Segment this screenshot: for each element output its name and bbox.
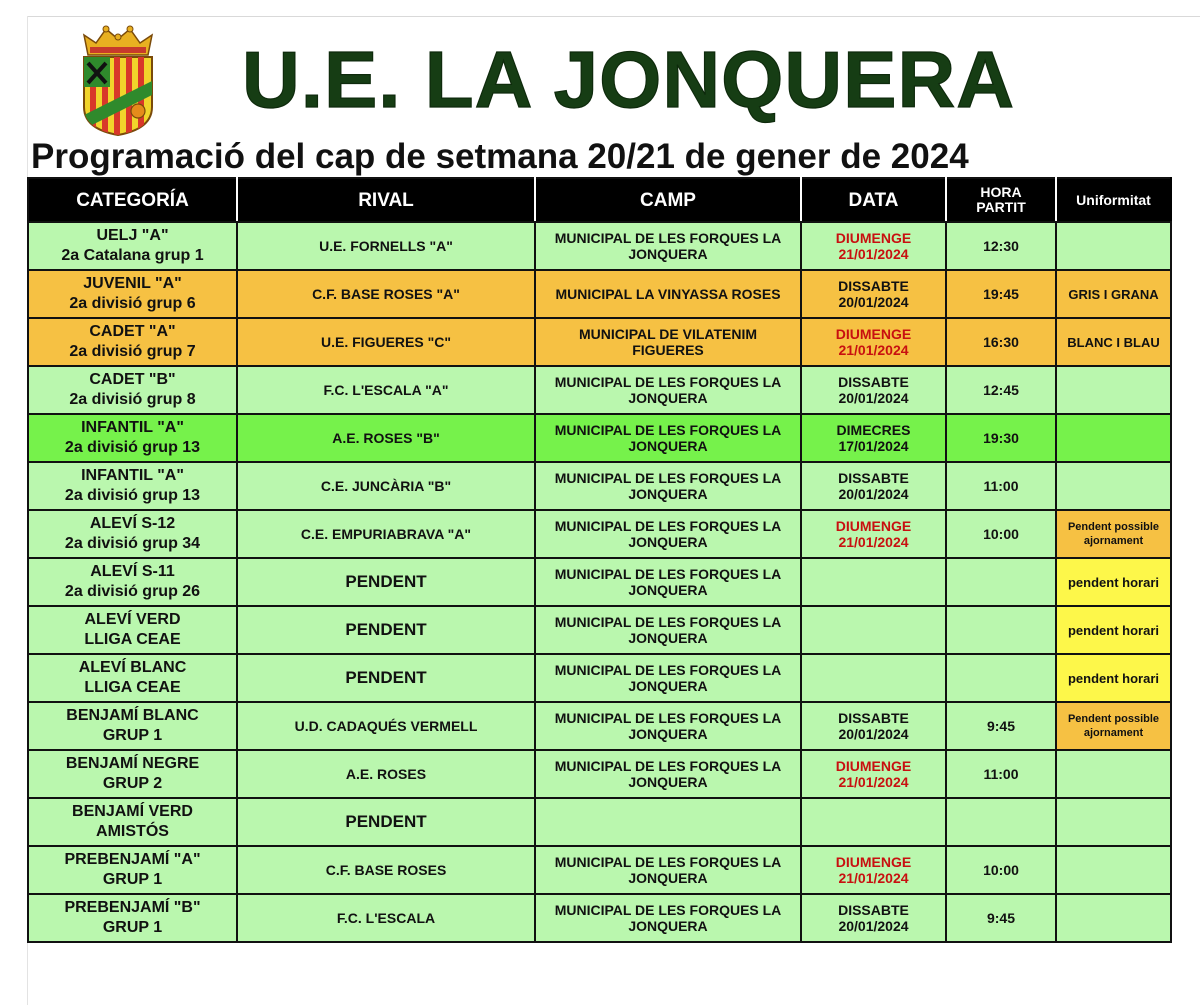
rival-cell: F.C. L'ESCALA [237,894,535,942]
table-row [28,366,1171,414]
camp-cell [535,654,801,702]
uniformitat-cell [1056,654,1171,702]
camp-line2: JONQUERA [628,246,708,262]
table-row [28,318,1171,366]
categoria-name: PREBENJAMÍ "B" [64,899,201,916]
categoria-group: 2a divisió grup 34 [64,535,201,552]
camp-line2: JONQUERA [628,678,708,694]
data-cell [801,222,946,270]
categoria-group: 2a divisió grup 13 [64,487,201,504]
camp-line2: JONQUERA [628,582,708,598]
camp-cell [535,750,801,798]
camp-line2: JONQUERA [628,726,708,742]
uniformitat-cell [1056,894,1171,942]
column-header-hora-partit [946,178,1056,222]
camp-line1: MUNICIPAL DE LES FORQUES LA [554,661,782,678]
rival-cell: U.E. FORNELLS "A" [237,222,535,270]
categoria-cell [28,318,237,366]
categoria-name: JUVENIL "A" [83,275,182,292]
uniformitat-cell [1056,270,1171,318]
data-cell [801,606,946,654]
table-row [28,510,1171,558]
uniformitat-cell [1056,222,1171,270]
table-row [28,558,1171,606]
uniformitat-text: pendent horari [1067,670,1159,686]
data-date: 20/01/2024 [838,918,909,934]
schedule-subtitle: Programació del cap de setmana 20/21 de gener de 2024 [31,137,969,176]
uniformitat-cell [1056,510,1171,558]
categoria-name: CADET "B" [89,371,176,388]
data-date: 21/01/2024 [838,870,909,886]
data-day: DISSABTE [838,709,909,726]
categoria-cell [28,750,237,798]
camp-cell [535,414,801,462]
hora-cell: 10:00 [946,510,1056,558]
camp-line1: MUNICIPAL DE VILATENIM [578,325,758,342]
data-date: 20/01/2024 [838,486,909,502]
table-row [28,606,1171,654]
categoria-cell [28,270,237,318]
categoria-group: AMISTÓS [96,823,169,840]
categoria-cell [28,558,237,606]
categoria-cell [28,702,237,750]
hora-header-line2: PARTIT [976,199,1026,215]
uniformitat-cell [1056,558,1171,606]
column-header-rival: RIVAL [237,178,535,222]
camp-line1: MUNICIPAL DE LES FORQUES LA [554,565,782,582]
uniformitat-cell [1056,462,1171,510]
data-cell [801,846,946,894]
rival-cell: PENDENT [237,654,535,702]
hora-cell: 19:45 [946,270,1056,318]
camp-line2: JONQUERA [628,486,708,502]
categoria-group: 2a divisió grup 6 [69,295,196,312]
camp-cell [535,702,801,750]
table-row [28,750,1171,798]
camp-cell [535,558,801,606]
categoria-cell [28,606,237,654]
categoria-cell [28,798,237,846]
uniformitat-cell [1056,846,1171,894]
hora-cell [946,654,1056,702]
categoria-group: 2a divisió grup 13 [64,439,201,456]
uniformitat-cell [1056,798,1171,846]
data-date: 20/01/2024 [838,390,909,406]
camp-line1: MUNICIPAL DE LES FORQUES LA [554,853,782,870]
data-date: 21/01/2024 [838,774,909,790]
data-cell [801,750,946,798]
data-day: DIUMENGE [835,853,912,870]
hora-header-line1: HORA [980,183,1022,200]
data-day: DIMECRES [836,421,911,438]
hora-cell: 10:00 [946,846,1056,894]
data-day: DISSABTE [838,469,909,486]
uniformitat-text: pendent horari [1067,574,1159,590]
camp-cell [535,270,801,318]
categoria-name: CADET "A" [89,323,176,340]
table-row [28,462,1171,510]
categoria-name: PREBENJAMÍ "A" [64,851,201,868]
camp-line2: JONQUERA [628,534,708,550]
rival-cell: PENDENT [237,558,535,606]
categoria-group: 2a divisió grup 7 [69,343,196,360]
rival-cell: C.F. BASE ROSES "A" [237,270,535,318]
categoria-cell [28,894,237,942]
table-row [28,846,1171,894]
camp-line1: MUNICIPAL DE LES FORQUES LA [554,709,782,726]
uniformitat-cell [1056,606,1171,654]
data-date: 21/01/2024 [838,246,909,262]
hora-cell: 12:30 [946,222,1056,270]
data-cell [801,318,946,366]
table-row [28,798,1171,846]
data-date: 17/01/2024 [838,438,909,454]
hora-cell: 9:45 [946,894,1056,942]
uniformitat-text: Pendent possible [1067,712,1160,725]
hora-cell: 11:00 [946,750,1056,798]
rival-cell: U.E. FIGUERES "C" [237,318,535,366]
uniformitat-text: Pendent possible [1067,520,1160,533]
categoria-group: LLIGA CEAE [84,679,181,696]
table-row [28,270,1171,318]
categoria-name: INFANTIL "A" [81,419,184,436]
categoria-name: INFANTIL "A" [81,467,184,484]
categoria-cell [28,222,237,270]
data-cell [801,366,946,414]
camp-line2: JONQUERA [628,630,708,646]
table-header-row [28,178,1171,222]
categoria-cell [28,654,237,702]
schedule-table [27,177,1172,943]
rival-cell: U.D. CADAQUÉS VERMELL [237,702,535,750]
club-title: U.E. LA JONQUERA [241,35,1016,124]
categoria-name: ALEVÍ S-12 [89,515,176,532]
hora-cell [946,558,1056,606]
camp-cell [535,318,801,366]
table-row [28,654,1171,702]
camp-line2: JONQUERA [628,774,708,790]
hora-cell: 19:30 [946,414,1056,462]
categoria-group: 2a divisió grup 26 [64,583,201,600]
table-row [28,894,1171,942]
camp-line1: MUNICIPAL DE LES FORQUES LA [554,229,782,246]
categoria-cell [28,510,237,558]
camp-cell [535,846,801,894]
data-date: 20/01/2024 [838,726,909,742]
camp-cell [535,606,801,654]
camp-cell [535,222,801,270]
data-day: DIUMENGE [835,229,912,246]
uniformitat-cell [1056,702,1171,750]
column-header-data: DATA [801,178,946,222]
categoria-name: BENJAMÍ VERD [72,803,193,820]
categoria-name: UELJ "A" [96,227,169,244]
uniformitat-cell [1056,750,1171,798]
data-date: 21/01/2024 [838,534,909,550]
column-header-camp: CAMP [535,178,801,222]
data-day: DISSABTE [838,901,909,918]
categoria-group: GRUP 1 [102,727,163,744]
categoria-name: ALEVÍ S-11 [90,563,175,580]
camp-line1: MUNICIPAL DE LES FORQUES LA [554,373,782,390]
categoria-group: GRUP 1 [102,919,163,936]
hora-cell [946,606,1056,654]
camp-line1: MUNICIPAL DE LES FORQUES LA [554,421,782,438]
data-cell [801,654,946,702]
categoria-group: 2a Catalana grup 1 [61,247,204,264]
column-header-uniformitat: Uniformitat [1056,178,1171,222]
categoria-group: 2a divisió grup 8 [69,391,196,408]
rival-cell: C.E. JUNCÀRIA "B" [237,462,535,510]
categoria-group: GRUP 2 [102,775,163,792]
table-row [28,414,1171,462]
camp-cell [535,510,801,558]
categoria-name: ALEVÍ VERD [84,611,181,628]
data-day: DIUMENGE [835,757,912,774]
categoria-cell [28,414,237,462]
categoria-group: GRUP 1 [102,871,163,888]
rival-cell: C.F. BASE ROSES [237,846,535,894]
data-day: DISSABTE [838,277,909,294]
camp-line1: MUNICIPAL DE LES FORQUES LA [554,613,782,630]
data-cell [801,894,946,942]
uniformitat-text-line2: ajornament [1083,727,1144,739]
uniformitat-cell [1056,318,1171,366]
camp-cell [535,894,801,942]
camp-line1: MUNICIPAL DE LES FORQUES LA [554,517,782,534]
camp-line1: MUNICIPAL DE LES FORQUES LA [554,469,782,486]
data-date: 20/01/2024 [838,294,909,310]
data-cell [801,798,946,846]
categoria-cell [28,846,237,894]
rival-cell: F.C. L'ESCALA "A" [237,366,535,414]
data-cell [801,462,946,510]
uniformitat-text: GRIS I GRANA [1068,286,1159,302]
categoria-name: ALEVÍ BLANC [78,659,187,676]
data-cell [801,558,946,606]
categoria-cell [28,462,237,510]
categoria-name: BENJAMÍ BLANC [66,707,199,724]
categoria-cell [28,366,237,414]
uniformitat-text-line2: ajornament [1083,535,1144,547]
camp-line2: JONQUERA [628,438,708,454]
table-row [28,222,1171,270]
uniformitat-cell [1056,414,1171,462]
hora-cell: 16:30 [946,318,1056,366]
camp-line2: JONQUERA [628,390,708,406]
table-row [28,702,1171,750]
camp-line2: FIGUERES [632,342,704,358]
data-day: DISSABTE [838,373,909,390]
data-cell [801,702,946,750]
data-date: 21/01/2024 [838,342,909,358]
categoria-group: LLIGA CEAE [84,631,181,648]
rival-cell: A.E. ROSES [237,750,535,798]
hora-cell: 9:45 [946,702,1056,750]
rival-cell: C.E. EMPURIABRAVA "A" [237,510,535,558]
camp-line2: JONQUERA [628,870,708,886]
data-cell [801,414,946,462]
data-cell [801,510,946,558]
uniformitat-cell [1056,366,1171,414]
page-border-top [27,16,1200,17]
camp-line1: MUNICIPAL DE LES FORQUES LA [554,901,782,918]
rival-cell: PENDENT [237,606,535,654]
hora-cell: 11:00 [946,462,1056,510]
camp-line1: MUNICIPAL DE LES FORQUES LA [554,757,782,774]
uniformitat-text: pendent horari [1067,622,1159,638]
data-day: DIUMENGE [835,517,912,534]
data-day: DIUMENGE [835,325,912,342]
camp-cell [535,366,801,414]
hora-cell [946,798,1056,846]
uniformitat-text: BLANC I BLAU [1067,334,1160,350]
categoria-name: BENJAMÍ NEGRE [65,755,200,772]
camp-line1: MUNICIPAL LA VINYASSA ROSES [555,285,781,302]
hora-cell: 12:45 [946,366,1056,414]
camp-line2: JONQUERA [628,918,708,934]
camp-cell [535,462,801,510]
camp-cell [535,798,801,846]
data-cell [801,270,946,318]
rival-cell: PENDENT [237,798,535,846]
rival-cell: A.E. ROSES "B" [237,414,535,462]
column-header-categoria: CATEGORÍA [28,178,237,222]
